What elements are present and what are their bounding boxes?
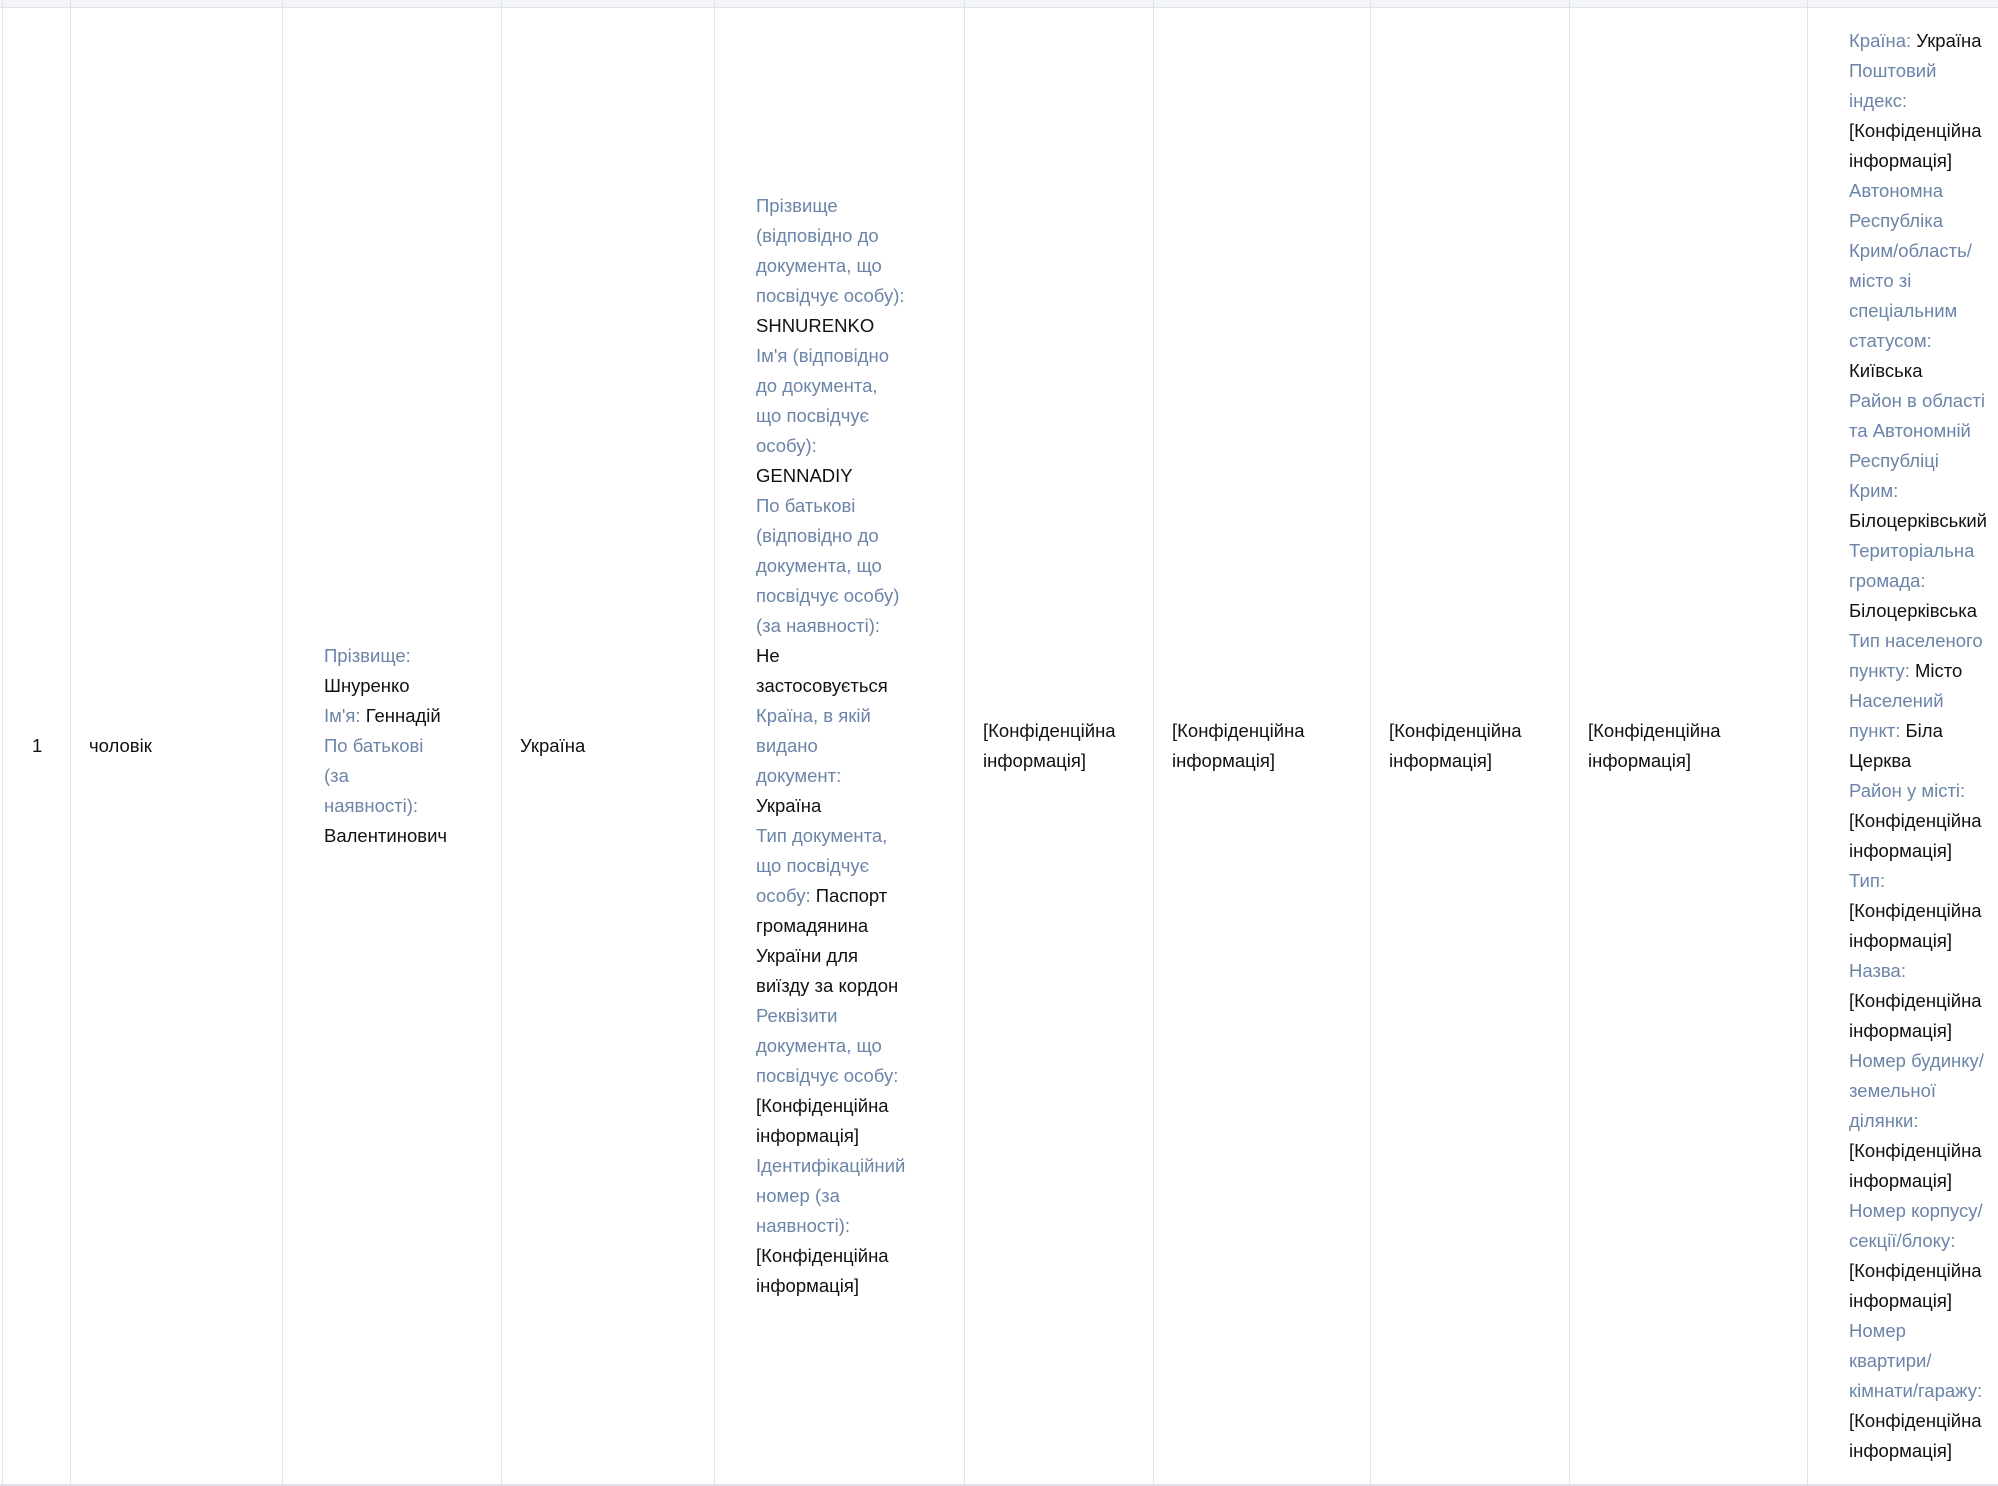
confidential-text: [Конфіденційна (1389, 720, 1522, 741)
field-value: Паспорт (810, 885, 888, 906)
cell-citizenship (501, 8, 714, 1484)
confidential-text: інформація] (1389, 750, 1492, 771)
field-value: Київська (1849, 360, 1923, 381)
field-value: Білоцерківська (1849, 600, 1978, 621)
field-value: інформація] (1849, 840, 1952, 861)
field-label: та Автономній (1849, 420, 1971, 441)
field-label: Крим/область/ (1849, 240, 1972, 261)
field-label: громада: (1849, 570, 1926, 591)
field-value: [Конфіденційна (1849, 1410, 1982, 1431)
cell-identity-document (714, 8, 964, 1484)
field-value: Україна (1911, 30, 1982, 51)
field-label: Поштовий (1849, 60, 1937, 81)
field-value: [Конфіденційна (1849, 900, 1982, 921)
field-label: документ: (756, 765, 842, 786)
address-block (1849, 26, 1987, 1466)
confidential-text: [Конфіденційна (1588, 720, 1721, 741)
field-label: статусом: (1849, 330, 1932, 351)
field-label: Територіальна (1849, 540, 1975, 561)
field-label: індекс: (1849, 90, 1908, 111)
cell-confidential (964, 8, 1153, 1484)
field-value: [Конфіденційна (756, 1095, 889, 1116)
field-value: [Конфіденційна (1849, 990, 1982, 1011)
field-label: кімнати/гаражу: (1849, 1380, 1983, 1401)
field-label: Назва: (1849, 960, 1906, 981)
field-label: Країна: (1849, 30, 1912, 51)
field-value: Білоцерківський (1849, 510, 1987, 531)
field-value: інформація] (1849, 1020, 1952, 1041)
field-value: SHNURENKO (756, 315, 875, 336)
cell-confidential (1370, 8, 1569, 1484)
identity-document-block (756, 191, 905, 1301)
field-label: Ім'я (відповідно (756, 345, 889, 366)
confidential-text: інформація] (1172, 750, 1275, 771)
field-label: Номер корпусу/ (1849, 1200, 1983, 1221)
field-value: інформація] (756, 1275, 859, 1296)
field-label: посвідчує особу): (756, 285, 905, 306)
field-label: По батькові (756, 495, 856, 516)
field-value: GENNADIY (756, 465, 853, 486)
field-value: інформація] (1849, 1170, 1952, 1191)
confidential-text: [Конфіденційна (1172, 720, 1305, 741)
field-label: Республіка (1849, 210, 1943, 231)
field-label: спеціальним (1849, 300, 1958, 321)
field-value: інформація] (756, 1125, 859, 1146)
field-label: Реквізити (756, 1005, 838, 1026)
row-number: 1 (32, 735, 43, 756)
field-label: Республіці (1849, 450, 1939, 471)
field-label: Район у місті: (1849, 780, 1966, 801)
field-label: ділянки: (1849, 1110, 1919, 1131)
field-label: (відповідно до (756, 525, 879, 546)
field-label: наявності): (756, 1215, 850, 1236)
field-label: Крим: (1849, 480, 1899, 501)
field-label: Країна, в якій (756, 705, 871, 726)
field-line (1849, 26, 1987, 56)
field-label: документа, що (756, 1035, 882, 1056)
field-label: документа, що (756, 255, 882, 276)
first-name-label: Ім'я: (324, 705, 361, 726)
field-line (1849, 716, 1987, 746)
field-label: до документа, (756, 375, 878, 396)
field-value: застосовується (756, 675, 888, 696)
field-label: особу: (756, 885, 811, 906)
cell-confidential (1569, 8, 1807, 1484)
field-value: Церква (1849, 750, 1912, 771)
field-value: [Конфіденційна (756, 1245, 889, 1266)
field-label: місто зі (1849, 270, 1912, 291)
field-label: секції/блоку: (1849, 1230, 1956, 1251)
field-value: Україна (756, 795, 822, 816)
field-value: інформація] (1849, 150, 1952, 171)
cell-sex (70, 8, 282, 1484)
field-value: [Конфіденційна (1849, 120, 1982, 141)
field-label: документа, що (756, 555, 882, 576)
field-value: Місто (1909, 660, 1963, 681)
field-value: [Конфіденційна (1849, 1140, 1982, 1161)
table-header-strip (0, 0, 1998, 8)
field-label: Населений (1849, 690, 1944, 711)
field-label: що посвідчує (756, 855, 870, 876)
field-label: пункту: (1849, 660, 1910, 681)
surname-label: Прізвище: (324, 645, 411, 666)
field-value: громадянина (756, 915, 869, 936)
field-label: (відповідно до (756, 225, 879, 246)
field-label: Номер (1849, 1320, 1906, 1341)
field-line (756, 881, 905, 911)
field-value: інформація] (1849, 1290, 1952, 1311)
cell-confidential (1153, 8, 1370, 1484)
field-value: інформація] (1849, 1440, 1952, 1461)
field-value: виїзду за кордон (756, 975, 899, 996)
field-label: Тип: (1849, 870, 1885, 891)
surname-value: Шнуренко (324, 675, 410, 696)
field-label: квартири/ (1849, 1350, 1932, 1371)
field-value: [Конфіденційна (1849, 810, 1982, 831)
field-label: земельної (1849, 1080, 1937, 1101)
field-label: Район в області (1849, 390, 1985, 411)
field-label: посвідчує особу: (756, 1065, 899, 1086)
cell-address (1807, 8, 1998, 1484)
field-value: [Конфіденційна (1849, 1260, 1982, 1281)
patronymic-label: наявності): (324, 795, 418, 816)
first-name-value: Геннадій (365, 705, 441, 726)
field-label: що посвідчує (756, 405, 870, 426)
cell-full-name (282, 8, 501, 1484)
field-value: Не (756, 645, 780, 666)
patronymic-label: По батькові (324, 735, 424, 756)
cell-row-number (2, 8, 70, 1484)
confidential-text: інформація] (1588, 750, 1691, 771)
field-value: Біла (1900, 720, 1943, 741)
field-value: України для (756, 945, 859, 966)
field-label: Тип документа, (756, 825, 888, 846)
field-line (1849, 656, 1987, 686)
field-label: видано (756, 735, 818, 756)
field-label: Ідентифікаційний (756, 1155, 906, 1176)
full-name-block (324, 641, 447, 851)
field-label: номер (за (756, 1185, 840, 1206)
patronymic-label: (за (324, 765, 349, 786)
field-value: інформація] (1849, 930, 1952, 951)
citizenship-value: Україна (520, 735, 586, 756)
field-label: Тип населеного (1849, 630, 1983, 651)
field-label: Прізвище (756, 195, 838, 216)
field-label: посвідчує особу) (756, 585, 900, 606)
field-label: Автономна (1849, 180, 1944, 201)
field-label: Номер будинку/ (1849, 1050, 1984, 1071)
confidential-text: інформація] (983, 750, 1086, 771)
confidential-text: [Конфіденційна (983, 720, 1116, 741)
field-label: пункт: (1849, 720, 1901, 741)
patronymic-value: Валентинович (324, 825, 448, 846)
field-label: особу): (756, 435, 817, 456)
field-label: (за наявності): (756, 615, 881, 636)
sex-value: чоловік (89, 735, 152, 756)
